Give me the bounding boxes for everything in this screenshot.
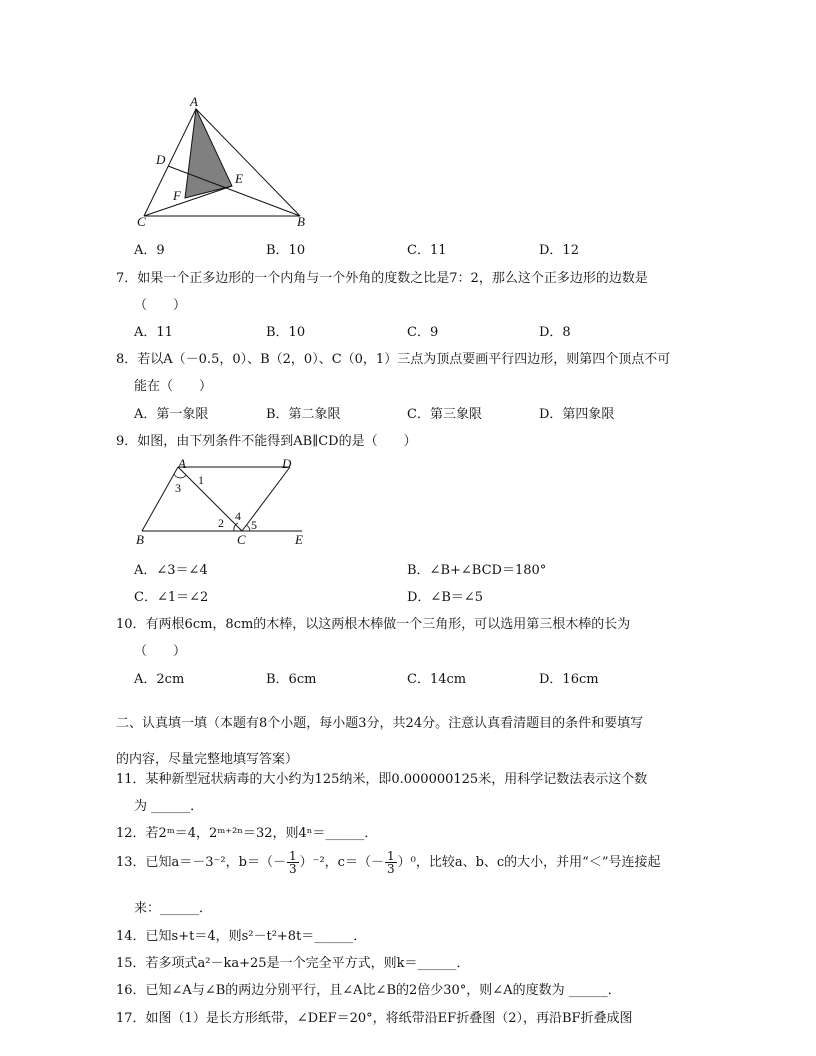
q11-stem-cont: 为 ______． [134,799,204,814]
angle-2: 2 [218,516,224,530]
label-A: A [190,94,198,109]
q8-option-d[interactable]: D．第四象限 [539,407,615,422]
q7-option-c[interactable]: C．9 [407,325,439,340]
q10-option-d[interactable]: D．16cm [539,672,599,687]
section2-heading-cont: 的内容，尽量完整地填写答案） [116,752,299,767]
triangle-figure [130,94,320,234]
q12-stem: 12．若2ᵐ＝4，2ᵐ⁺²ⁿ＝32，则4ⁿ＝______． [116,826,378,841]
label-B: B [297,214,305,229]
angle-1: 1 [198,473,204,487]
q9-option-b[interactable]: B．∠B+∠BCD＝180° [407,563,547,578]
q8-stem-cont: 能在（ ） [134,379,213,394]
q15-stem: 15．若多项式a²－ka+25是一个完全平方式，则k＝______． [116,956,470,971]
label-F: F [173,188,181,203]
fraction-denominator: 3 [386,862,395,876]
q9-option-c[interactable]: C．∠1＝∠2 [134,590,209,605]
section2-heading: 二、认真填一填（本题有8个小题，每小题3分，共24分。注意认真看清题目的条件和要填写 [116,716,644,731]
fraction-numerator: 1 [386,849,395,863]
q10-stem: 10．有两根6cm，8cm的木棒，以这两根木棒做一个三角形，可以选用第三根木棒的长为 [116,617,631,632]
q10-stem-cont: （ ） [134,644,187,659]
q9-options-row2 [134,586,694,604]
q7-option-a[interactable]: A．11 [134,325,173,340]
q7-options [134,321,694,339]
q7-stem: 7．如果一个正多边形的一个内角与一个外角的度数之比是7：2，那么这个正多边形的边数是 [116,271,648,286]
angle-3: 3 [175,481,181,495]
q6-options [134,239,694,257]
q8-options [134,403,694,421]
label-C: C [137,214,146,229]
q7-option-b[interactable]: B．10 [266,325,306,340]
q7-stem-cont: （ ） [134,298,187,313]
q9-option-a[interactable]: A．∠3＝∠4 [134,563,208,578]
angle-4: 4 [235,509,241,523]
q10-option-b[interactable]: B．6cm [266,672,317,687]
q6-option-b[interactable]: B．10 [266,243,306,258]
q9-stem: 9．如图，由下列条件不能得到AB∥CD的是（ ） [116,434,417,449]
label-B: B [136,532,144,547]
q13-stem-cont: 来：______． [134,901,213,916]
q8-option-b[interactable]: B．第二象限 [266,407,341,422]
q10-option-a[interactable]: A．2cm [134,672,185,687]
q7-option-d[interactable]: D．8 [539,325,571,340]
angle-5: 5 [251,518,257,532]
q11-stem: 11．某种新型冠状病毒的大小约为125纳米，即0.000000125米，用科学记数法表示这个数 [116,772,648,787]
q6-option-d[interactable]: D．12 [539,243,579,258]
q13-part-b: ）⁻²，c＝（－ [299,855,384,870]
q8-option-a[interactable]: A．第一象限 [134,407,209,422]
label-C: C [237,532,246,547]
label-E: E [295,532,303,547]
fraction-numerator: 1 [288,849,297,863]
fraction-one-third-2 [385,850,397,875]
label-E: E [235,171,243,186]
q9-options-row1 [134,559,694,577]
q9-option-d[interactable]: D．∠B＝∠5 [407,590,484,605]
q10-option-c[interactable]: C．14cm [407,672,467,687]
label-D: D [282,456,292,471]
q8-stem: 8．若以A（－0.5，0）、B（2，0）、C（0，1）三点为顶点要画平行四边形，则第四个顶点不可 [116,352,671,367]
q13-part-c: ）⁰，比较a、b、c的大小，并用“＜”号连接起 [397,855,661,870]
label-D: D [156,152,166,167]
fraction-one-third [287,850,299,875]
q6-option-a[interactable]: A．9 [134,243,165,258]
q16-stem: 16．已知∠A与∠B的两边分别平行，且∠A比∠B的2倍少30°，则∠A的度数为 ______． [116,983,621,998]
q8-option-c[interactable]: C．第三象限 [407,407,482,422]
q6-option-c[interactable]: C．11 [407,243,447,258]
label-A: A [178,456,186,471]
q17-stem: 17．如图（1）是长方形纸带，∠DEF＝20°，将纸带沿EF折叠图（2），再沿BF折叠成图 [116,1011,633,1026]
q14-stem: 14．已知s+t＝4，则s²－t²+8t＝______． [116,929,367,944]
fraction-denominator: 3 [288,862,297,876]
q13-stem [116,850,660,875]
q13-part-a: 13．已知a＝－3⁻²，b＝（－ [116,855,286,870]
q10-options [134,668,694,686]
parallelogram-figure [130,455,320,550]
